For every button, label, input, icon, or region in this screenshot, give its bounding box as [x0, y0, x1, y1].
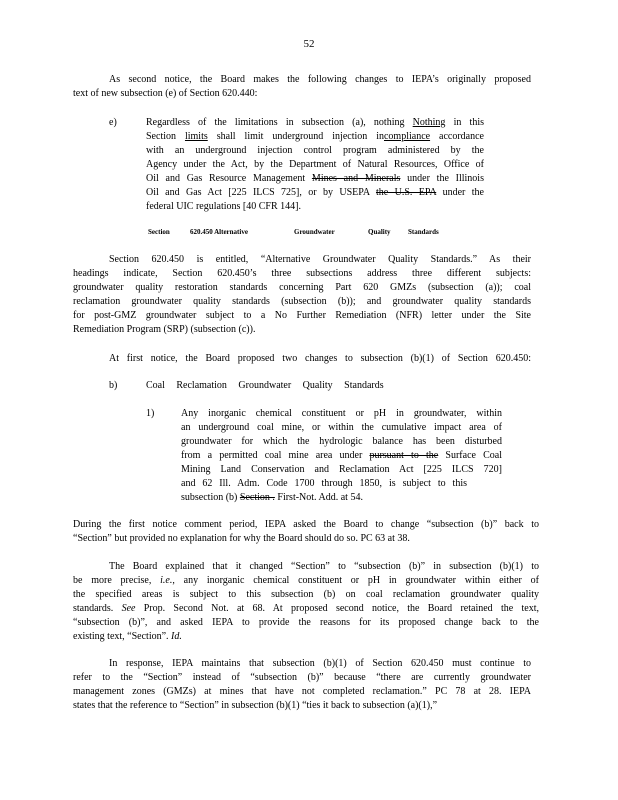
text-line: and 62 Ill. Adm. Code 1700 through 1850, is subject to this: [181, 478, 467, 489]
text-line: headings indicate, Section 620.450’s three subsections address three different subjects:: [73, 268, 531, 279]
text-line: be more precise, i.e., any inorganic chemical constituent or pH in groundwater within either of: [73, 575, 539, 586]
text-line: At first notice, the Board proposed two changes to subsection (b)(1) of Section 620.450:: [109, 353, 531, 364]
item-label-b: b): [109, 380, 118, 391]
text-line: Remediation Program (SRP) (subsection (c)).: [73, 324, 256, 335]
amended-text-subsection-b1: [181, 407, 502, 505]
text-line: reclamation groundwater quality standards (subsection (b)); and groundwater quality standards: [73, 296, 531, 307]
section-heading-620-450: [146, 226, 501, 238]
text-line: the specified areas is subject to this subsection (b) on coal reclamation groundwater quality: [73, 589, 539, 600]
text-line: subsection (b) Section . First-Not. Add. at 54.: [181, 492, 363, 503]
subsection-b-heading: Coal Reclamation Groundwater Quality Standards: [146, 380, 384, 391]
text-line: Section 620.450 is entitled, “Alternative Groundwater Quality Standards.” As their: [109, 254, 531, 265]
text-line: federal UIC regulations [40 CFR 144].: [146, 201, 301, 212]
heading-word: 620.450 Alternative: [190, 228, 248, 236]
paragraph-intro-second-notice: [73, 73, 531, 101]
text-line: with an underground injection control program administered by the: [146, 145, 484, 156]
text-line: Mining Land Conservation and Reclamation Act [225 ILCS 720]: [181, 464, 502, 475]
text-line: management zones (GMZs) at mines that have not completed reclamation.” PC 78 at 28. IEPA: [73, 686, 531, 697]
paragraph-section-620-450-overview: [73, 253, 531, 337]
text-line: groundwater quality restoration standards concerning Part 620 GMZs (subsection (a)); coal: [73, 282, 531, 293]
text-line: Section limits shall limit underground injection incompliance accordance: [146, 131, 484, 142]
text-line: Regardless of the limitations in subsection (a), nothing Nothing in this: [146, 117, 484, 128]
text-line: from a permitted coal mine area under pursuant to the Surface Coal: [181, 450, 502, 461]
text-line: In response, IEPA maintains that subsection (b)(1) of Section 620.450 must continue to: [109, 658, 531, 669]
paragraph-first-notice-changes: [109, 352, 531, 366]
text-line: Agency under the Act, by the Department of Natural Resources, Office of: [146, 159, 484, 170]
page-number: 52: [303, 38, 315, 50]
paragraph-board-explanation: [73, 560, 539, 644]
text-line: “subsection (b)”, and asked IEPA to provide the reasons for its proposed change back to the: [73, 617, 539, 628]
text-line: groundwater for which the hydrologic balance has been disturbed: [181, 436, 502, 447]
text-line: an underground coal mine, or within the cumulative impact area of: [181, 422, 502, 433]
text-line: Any inorganic chemical constituent or pH in groundwater, within: [181, 408, 502, 419]
paragraph-iepa-response: [73, 657, 531, 713]
heading-word: Standards: [408, 228, 439, 236]
text-line: standards. See Prop. Second Not. at 68. At proposed second notice, the Board retained the text,: [73, 603, 539, 614]
item-label-1: 1): [146, 408, 155, 419]
text-line: states that the reference to “Section” in subsection (b)(1) “ties it back to subsection (a)(1),”: [73, 700, 438, 711]
text-line: Oil and Gas Act [225 ILCS 725], or by USEPA the U.S. EPA under the: [146, 187, 484, 198]
text-line: Oil and Gas Resource Management Mines and Minerals under the Illinois: [146, 173, 484, 184]
item-label-e: e): [109, 117, 117, 128]
heading-word: Quality: [368, 228, 391, 236]
text-line: During the first notice comment period, IEPA asked the Board to change “subsection (b)” back to: [73, 519, 539, 530]
text-line: The Board explained that it changed “Section” to “subsection (b)” in subsection (b)(1) to: [109, 561, 539, 572]
text-line: existing text, “Section”. Id.: [73, 631, 182, 642]
paragraph-first-notice-comment: [73, 518, 539, 546]
text-line: text of new subsection (e) of Section 620.440:: [73, 88, 258, 99]
text-line: refer to the “Section” instead of “subsection (b)” because “there are currently groundwater: [73, 672, 531, 683]
heading-word: Groundwater: [294, 228, 335, 236]
text-line: for post-GMZ groundwater subject to a No Further Remediation (NFR) letter under the Site: [73, 310, 531, 321]
heading-word: Section: [148, 228, 170, 236]
amended-text-subsection-e: [146, 116, 484, 214]
text-line: “Section” but provided no explanation for why the Board should do so. PC 63 at 38.: [73, 533, 410, 544]
text-line: As second notice, the Board makes the following changes to IEPA’s originally proposed: [109, 74, 531, 85]
